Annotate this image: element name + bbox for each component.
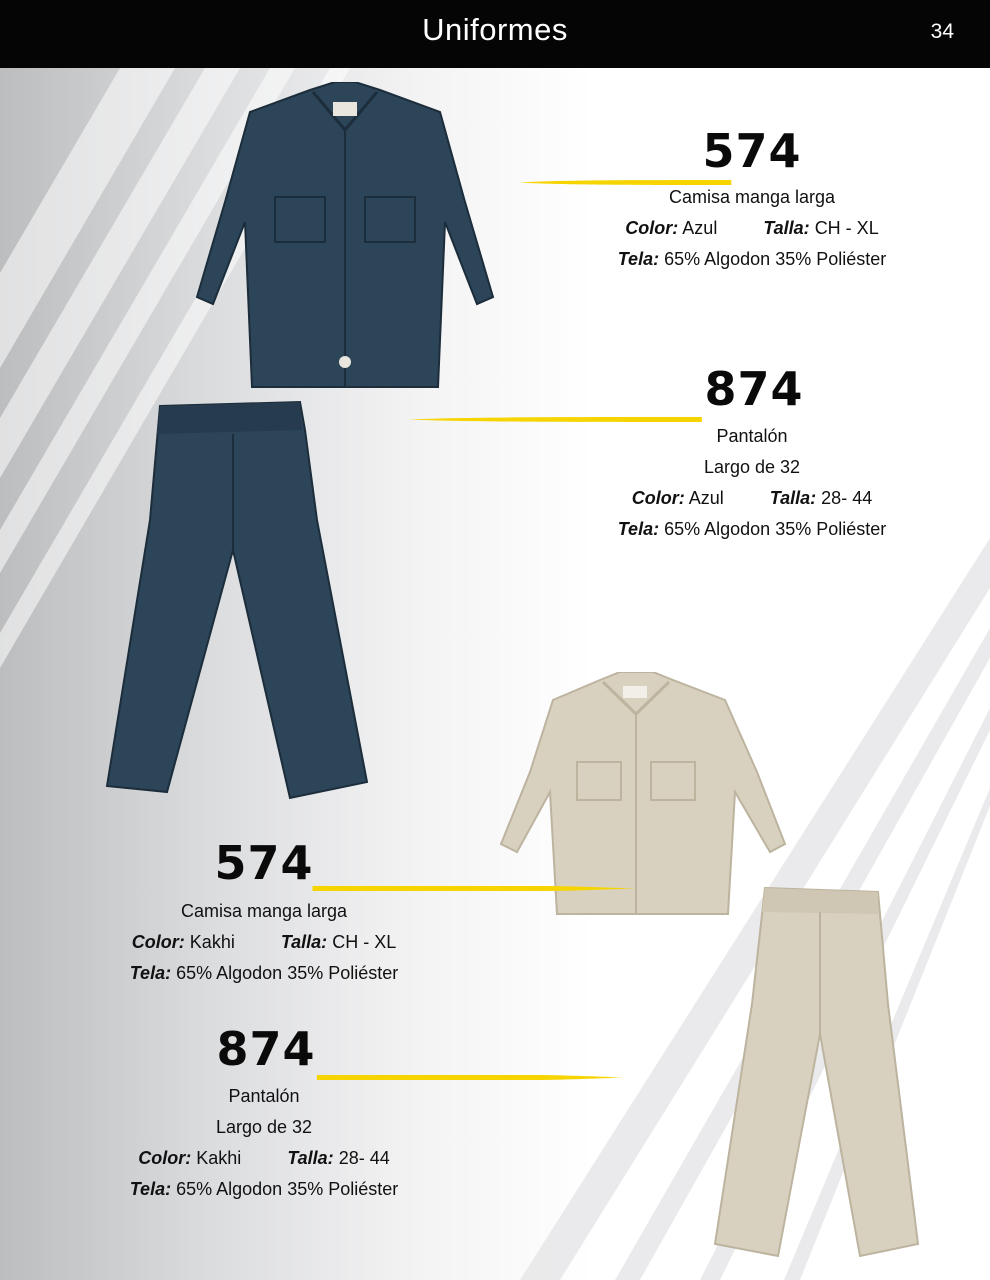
product-2-info [552, 421, 952, 545]
product-4-info [64, 1081, 464, 1205]
product-3-code: 574 [214, 836, 314, 890]
product-4-fabric: Tela: 65% Algodon 35% Poliéster [129, 1179, 399, 1199]
product-4-length: Largo de 32 [215, 1117, 313, 1137]
product-1-info [552, 182, 952, 275]
product-1-fabric: Tela: 65% Algodon 35% Poliéster [617, 249, 887, 269]
product-2-fabric: Tela: 65% Algodon 35% Poliéster [617, 519, 887, 539]
page-title: Uniformes [422, 12, 568, 47]
product-4-code: 874 [216, 1022, 316, 1076]
product-1-color-size: Color: Azul Talla: CH - XL [625, 218, 879, 238]
page-number: 34 [930, 20, 954, 43]
product-1-code: 574 [702, 124, 802, 178]
page-header [0, 0, 990, 68]
product-2-length: Largo de 32 [703, 457, 801, 477]
product-2-code: 874 [704, 362, 804, 416]
product-1-name: Camisa manga larga [668, 187, 836, 207]
product-2-name: Pantalón [716, 426, 788, 446]
khaki-pants-image [710, 884, 920, 1260]
navy-pants-image [105, 400, 375, 800]
khaki-shirt-image [495, 672, 795, 917]
product-3-info [64, 896, 464, 989]
product-3-color-size: Color: Kakhi Talla: CH - XL [131, 932, 397, 952]
product-4-color-size: Color: Kakhi Talla: 28- 44 [138, 1148, 390, 1168]
product-3-fabric: Tela: 65% Algodon 35% Poliéster [129, 963, 399, 983]
product-3-name: Camisa manga larga [180, 901, 348, 921]
product-4-name: Pantalón [228, 1086, 300, 1106]
navy-shirt-image [195, 82, 495, 394]
product-2-color-size: Color: Azul Talla: 28- 44 [631, 488, 873, 508]
